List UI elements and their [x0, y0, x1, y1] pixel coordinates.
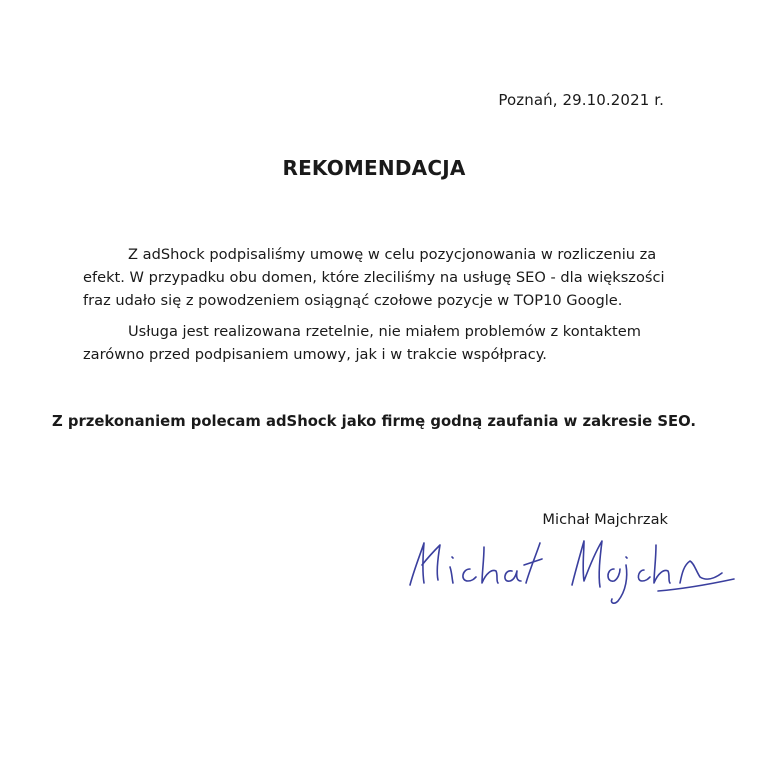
closing-statement: Z przekonaniem polecam adShock jako firmę godną zaufania w zakresie SEO. — [52, 413, 696, 430]
document-title: REKOMENDACJA — [282, 156, 466, 180]
paragraph-2-line: Usługa jest realizowana rzetelnie, nie miałem problemów z kontaktem — [128, 323, 641, 340]
paragraph-2-line: zarówno przed podpisaniem umowy, jak i w trakcie współpracy. — [83, 346, 547, 363]
signer-name: Michał Majchrzak — [542, 511, 668, 528]
paragraph-2 — [83, 320, 693, 366]
handwritten-signature — [400, 525, 740, 610]
place-date: Poznań, 29.10.2021 r. — [498, 91, 664, 109]
paragraph-1 — [83, 243, 693, 312]
paragraph-1-line: efekt. W przypadku obu domen, które zleciliśmy na usługę SEO - dla większości — [83, 269, 665, 286]
paragraph-1-line: Z adShock podpisaliśmy umowę w celu pozycjonowania w rozliczeniu za — [128, 246, 657, 263]
paragraph-1-line: fraz udało się z powodzeniem osiągnąć czołowe pozycje w TOP10 Google. — [83, 292, 623, 309]
